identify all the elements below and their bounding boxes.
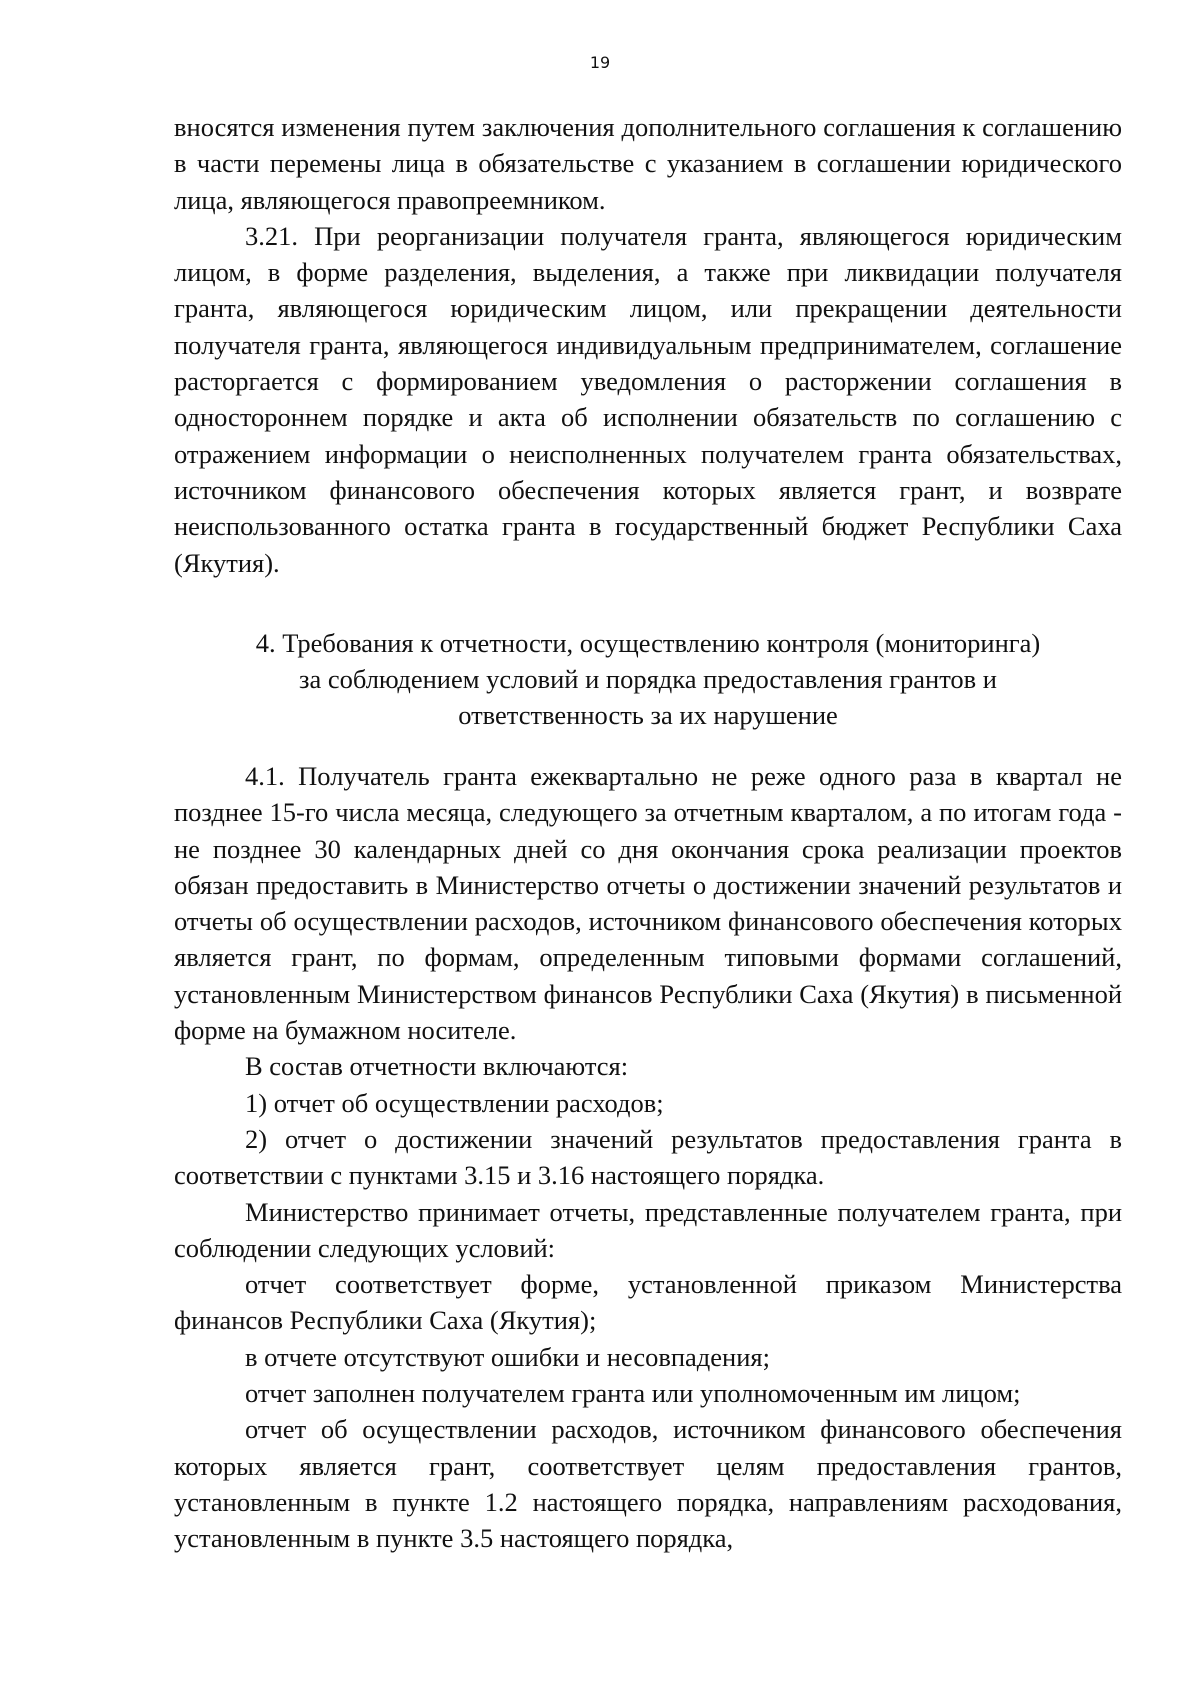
list-item-2: 2) отчет о достижении значений результатов предоставления гранта в соответствии с пунктами 3.15 и 3.16 настоящего порядка. [174,1123,1122,1191]
condition-filled-by: отчет заполнен получателем гранта или уполномоченным им лицом; [245,1378,1021,1409]
list-item-1: 1) отчет об осуществлении расходов; [245,1087,664,1118]
section-4-heading [174,625,1122,733]
section-4-heading-line-2: за соблюдением условий и порядка предоставления грантов и [299,664,997,694]
condition-no-errors: в отчете отсутствуют ошибки и несовпадения; [245,1341,770,1372]
paragraph-report-composition: В состав отчетности включаются: [245,1051,629,1082]
section-4-heading-line-3: ответственность за их нарушение [458,700,838,730]
condition-expenses: отчет об осуществлении расходов, источником финансового обеспечения которых является грант, соответствует целям предоставления грантов, установленным в пункте 1.2 настоящего порядка, направлениям расходования, установленным в пункте 3.5 настоящего порядка, [174,1414,1122,1554]
page-number: 19 [589,53,611,72]
condition-form: отчет соответствует форме, установленной приказом Министерства финансов Республики Саха (Якутия); [174,1269,1122,1336]
paragraph-continuation: вносятся изменения путем заключения дополнительного соглашения к соглашению в части перемены лица в обязательстве с указанием в соглашении юридического лица, являющегося правопреемником. [174,112,1122,215]
section-4-body [174,758,1122,1557]
paragraph-ministry-accepts: Министерство принимает отчеты, представленные получателем гранта, при соблюдении следующих условий: [174,1196,1122,1263]
paragraph-3-21: 3.21. При реорганизации получателя гранта, являющегося юридическим лицом, в форме разделения, выделения, а также при ликвидации получателя гранта, являющегося юридическим лицом, или прекращении деятельности получателя гранта, являющегося индивидуальным предпринимателем, соглашение расторгается с формированием уведомления о расторжении соглашения в одностороннем порядке и акта об исполнении обязательств по соглашению с отражением информации о неисполненных получателем гранта обязательствах, источником финансового обеспечения которых является грант, и возврате неиспользованного остатка гранта в государственный бюджет Республики Саха (Якутия). [174,220,1122,578]
paragraph-4-1: 4.1. Получатель гранта ежеквартально не реже одного раза в квартал не позднее 15-го числа месяца, следующего за отчетным кварталом, а по итогам года - не позднее 30 календарных дней со дня окончания срока реализации проектов обязан предоставить в Министерство отчеты о достижении значений результатов и отчеты об осуществлении расходов, источником финансового обеспечения которых является грант, по формам, определенным типовыми формами соглашений, установленным Министерством финансов Республики Саха (Якутия) в письменной форме на бумажном носителе. [174,761,1122,1046]
section-3-continuation [174,109,1122,581]
section-4-heading-line-1: 4. Требования к отчетности, осуществлению контроля (мониторинга) [255,628,1041,658]
